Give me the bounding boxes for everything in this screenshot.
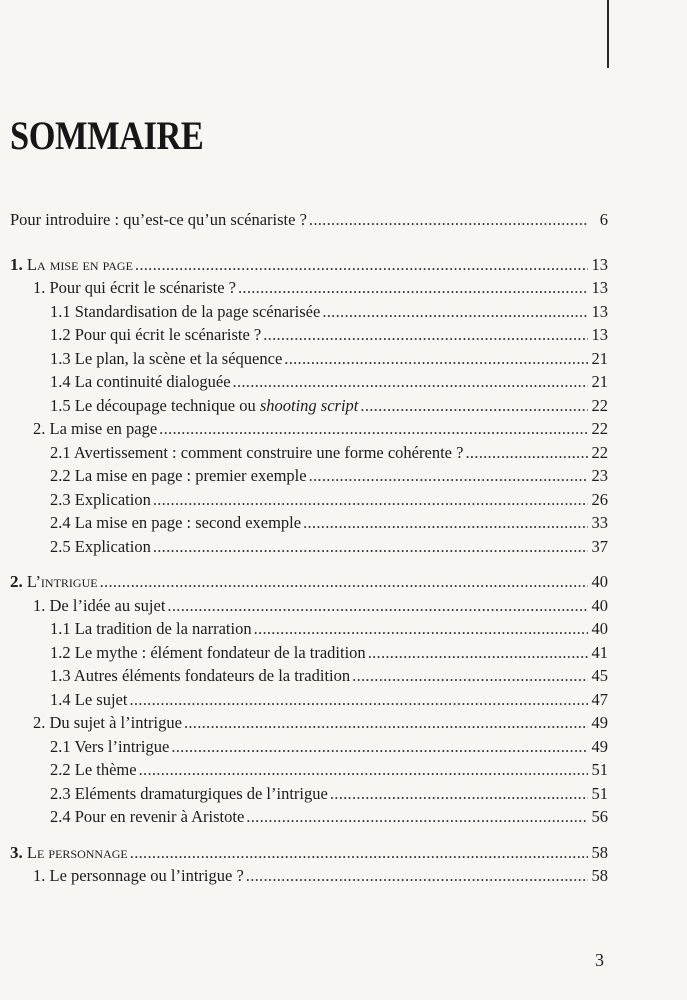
entry-text: 1.3 Autres éléments fondateurs de la tradition: [50, 666, 351, 685]
toc-entry-title: [10, 253, 133, 277]
dot-leader: [100, 570, 588, 594]
toc-subsection: [10, 688, 608, 712]
chapter-title: La mise en page: [26, 254, 133, 274]
toc-subsection: [10, 735, 608, 759]
dot-leader: [330, 782, 588, 806]
toc-entry-title: [10, 841, 128, 865]
entry-text: 1.1 La tradition de la narration: [50, 619, 252, 638]
dot-leader: [465, 441, 588, 465]
toc-subsection: [10, 488, 608, 512]
dot-leader: [352, 664, 588, 688]
toc-entry-title: [50, 617, 252, 641]
chapter-title: L’intrigue: [26, 572, 98, 591]
entry-text: 2.3 Explication: [50, 489, 151, 509]
toc-page-number: 13: [591, 278, 608, 297]
toc-subsection: [10, 441, 608, 465]
toc-entry-title: [50, 782, 328, 806]
dot-leader: [153, 535, 588, 559]
toc-page-number: 58: [591, 842, 608, 862]
entry-text: 1.1 Standardisation de la page scénarisée: [50, 301, 321, 321]
entry-text: 2. La mise en page: [33, 419, 158, 438]
toc-section: [10, 276, 608, 300]
dot-leader: [135, 253, 588, 277]
dot-leader: [303, 511, 588, 535]
toc-entry-title: [50, 805, 244, 829]
toc-entry-title: [50, 300, 320, 324]
toc-page-number: 22: [591, 419, 608, 438]
toc-subsection: [10, 394, 608, 418]
chapter-number: 3.: [10, 842, 23, 862]
toc-entry-title: [50, 758, 137, 782]
toc-entry-title: [50, 488, 151, 512]
dot-leader: [159, 417, 588, 441]
dot-leader: [238, 276, 588, 300]
dot-leader: [153, 488, 588, 512]
dot-leader: [184, 711, 588, 735]
page-edge-rule: [607, 0, 609, 68]
toc-entry-title: [50, 735, 169, 759]
toc-page-number: 6: [599, 210, 608, 229]
chapter-number: 1.: [10, 254, 23, 274]
toc-subsection: [10, 617, 608, 641]
toc-entry-title: [50, 511, 301, 535]
toc-section: [10, 864, 608, 888]
toc-entry-title: [50, 441, 463, 465]
dot-leader: [254, 617, 588, 641]
toc-subsection: [10, 805, 608, 829]
dot-leader: [368, 641, 588, 665]
entry-text: 2. Du sujet à l’intrigue: [33, 713, 182, 732]
dot-leader: [309, 208, 588, 232]
dot-leader: [171, 735, 588, 759]
dot-leader: [130, 841, 588, 865]
entry-text: 1.2 Pour qui écrit le scénariste ?: [50, 325, 262, 344]
dot-leader: [167, 594, 588, 618]
toc-page-number: 51: [591, 783, 608, 803]
toc-page-number: 45: [591, 666, 608, 685]
dot-leader: [246, 864, 588, 888]
toc-entry-title: [33, 276, 236, 300]
entry-text: 1.5 Le découpage technique ou: [50, 395, 260, 415]
toc-page-number: 58: [591, 866, 608, 885]
toc-entry-title: [50, 323, 261, 347]
entry-text: 1. De l’idée au sujet: [33, 595, 166, 615]
dot-leader: [233, 370, 588, 394]
toc-chapter: [10, 208, 608, 232]
toc-chapter: [10, 841, 608, 865]
dot-leader: [263, 323, 588, 347]
toc-subsection: [10, 464, 608, 488]
toc-subsection: [10, 347, 608, 371]
entry-text: 2.1 Vers l’intrigue: [50, 736, 170, 756]
toc-page-number: 40: [591, 619, 608, 638]
page-title: SOMMAIRE: [10, 113, 204, 158]
section-gap: [10, 244, 608, 253]
entry-text: 2.2 La mise en page : premier exemple: [50, 466, 307, 485]
toc-page-number: 56: [591, 807, 608, 826]
toc-entry-title: [50, 664, 350, 688]
dot-leader: [284, 347, 588, 371]
chapter-title: Le personnage: [26, 842, 128, 862]
toc-chapter: [10, 570, 608, 594]
dot-leader: [360, 394, 588, 418]
toc-section: [10, 594, 608, 618]
toc-page-number: 13: [591, 254, 608, 274]
toc-entry-title: [10, 208, 307, 232]
toc-entry-title: [50, 688, 127, 712]
dot-leader: [309, 464, 588, 488]
toc-page-number: 13: [591, 301, 608, 321]
toc-entry-title: [50, 370, 231, 394]
section-gap: [10, 232, 608, 244]
toc-entry-title: [33, 864, 244, 888]
toc-subsection: [10, 323, 608, 347]
chapter-number: 2.: [10, 572, 23, 591]
entry-text-italic: shooting script: [259, 395, 359, 415]
dot-leader: [246, 805, 588, 829]
toc-page-number: 41: [591, 642, 608, 662]
toc-page-number: 33: [591, 513, 608, 532]
entry-text: 2.4 La mise en page : second exemple: [50, 513, 302, 532]
toc-page-number: 49: [591, 736, 608, 756]
toc-entry-title: [50, 347, 282, 371]
toc-page-number: 22: [591, 442, 608, 462]
dot-leader: [129, 688, 588, 712]
toc-entry-title: [10, 570, 98, 594]
toc-subsection: [10, 664, 608, 688]
toc-chapter: [10, 253, 608, 277]
toc-subsection: [10, 511, 608, 535]
toc-entry-title: [33, 594, 165, 618]
page-number: 3: [595, 950, 604, 970]
section-gap: [10, 829, 608, 841]
toc-subsection: [10, 300, 608, 324]
entry-text: 1. Pour qui écrit le scénariste ?: [33, 278, 236, 297]
toc-page-number: 49: [591, 713, 608, 732]
toc-page-number: 40: [591, 595, 608, 615]
entry-text: 1.2 Le mythe : élément fondateur de la tradition: [50, 642, 366, 662]
section-gap: [10, 558, 608, 570]
toc-page-number: 23: [591, 466, 608, 485]
toc-section: [10, 711, 608, 735]
entry-text: 2.3 Eléments dramaturgiques de l’intrigue: [50, 783, 328, 803]
entry-text: 1.4 Le sujet: [50, 689, 128, 709]
toc-entry-title: [33, 417, 157, 441]
entry-text: 2.2 Le thème: [50, 760, 137, 779]
toc-page-number: 37: [591, 536, 608, 556]
toc-page-number: 47: [591, 689, 608, 709]
toc-entry-title: [50, 641, 366, 665]
toc-subsection: [10, 758, 608, 782]
toc-subsection: [10, 535, 608, 559]
dot-leader: [322, 300, 588, 324]
entry-text: Pour introduire : qu’est-ce qu’un scénariste ?: [10, 210, 307, 229]
toc-page-number: 26: [591, 489, 608, 509]
toc-page-number: 21: [591, 348, 608, 368]
toc-entry-title: [50, 535, 151, 559]
entry-text: 2.4 Pour en revenir à Aristote: [50, 807, 245, 826]
toc-entry-title: [50, 464, 307, 488]
toc-page-number: 21: [591, 372, 608, 391]
entry-text: 2.5 Explication: [50, 536, 151, 556]
table-of-contents: [10, 208, 608, 888]
toc-subsection: [10, 782, 608, 806]
toc-page-number: 13: [591, 325, 608, 344]
toc-subsection: [10, 370, 608, 394]
toc-section: [10, 417, 608, 441]
entry-text: 1. Le personnage ou l’intrigue ?: [33, 866, 244, 885]
entry-text: 2.1 Avertissement : comment construire une forme cohérente ?: [50, 442, 464, 462]
entry-text: 1.3 Le plan, la scène et la séquence: [50, 348, 283, 368]
toc-entry-title: [33, 711, 182, 735]
toc-page-number: 51: [591, 760, 608, 779]
entry-text: 1.4 La continuité dialoguée: [50, 372, 231, 391]
toc-page-number: 22: [591, 395, 608, 415]
toc-entry-title: [50, 394, 358, 418]
dot-leader: [139, 758, 588, 782]
toc-page-number: 40: [591, 572, 608, 591]
toc-subsection: [10, 641, 608, 665]
